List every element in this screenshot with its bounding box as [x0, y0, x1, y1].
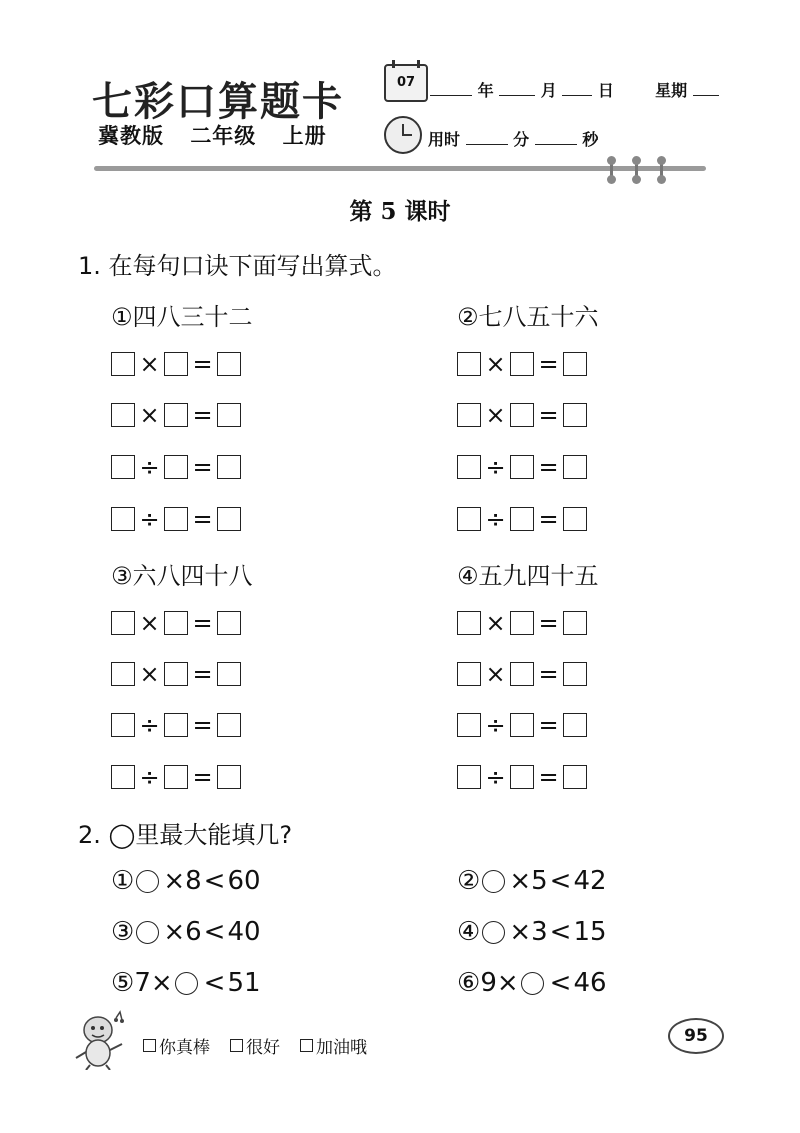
answer-box[interactable] [563, 455, 587, 479]
calendar-icon [384, 64, 428, 102]
item-suffix: ×5 [509, 866, 548, 896]
answer-box[interactable] [164, 352, 188, 376]
answer-box[interactable] [111, 662, 135, 686]
rating-label: 很好 [246, 1038, 280, 1058]
answer-box[interactable] [111, 455, 135, 479]
answer-box[interactable] [217, 662, 241, 686]
equals-sign: = [538, 609, 559, 637]
answer-box[interactable] [111, 611, 135, 635]
operator: ÷ [139, 763, 160, 791]
inequality-item [457, 968, 607, 998]
item-rhs: 51 [227, 968, 261, 998]
time-fields [428, 127, 598, 150]
time-prefix: 用时 [428, 130, 461, 149]
equation-row [111, 452, 241, 482]
answer-box[interactable] [563, 403, 587, 427]
equals-sign: = [192, 763, 213, 791]
answer-box[interactable] [217, 713, 241, 737]
answer-circle[interactable] [136, 870, 159, 893]
equation-row [111, 608, 241, 638]
edition-info [98, 120, 345, 150]
answer-box[interactable] [510, 352, 534, 376]
minute-blank[interactable] [466, 130, 508, 145]
item-rhs: 42 [573, 866, 607, 896]
inequality-item [111, 968, 261, 998]
answer-box[interactable] [563, 611, 587, 635]
weekday-blank[interactable] [693, 81, 719, 96]
answer-box[interactable] [217, 455, 241, 479]
rating-checkbox[interactable] [143, 1039, 156, 1052]
item-suffix: ×6 [163, 917, 202, 947]
less-than-sign: < [549, 917, 572, 947]
edition-grade: 二年级 [190, 124, 257, 148]
less-than-sign: < [203, 866, 226, 896]
date-fields [430, 78, 719, 101]
answer-box[interactable] [510, 507, 534, 531]
q1-group-3-label: ③六八四十八 [111, 562, 253, 590]
answer-box[interactable] [164, 455, 188, 479]
less-than-sign: < [549, 866, 572, 896]
answer-box[interactable] [457, 662, 481, 686]
operator: ÷ [139, 505, 160, 533]
rating-option[interactable] [143, 1033, 210, 1058]
equals-sign: = [192, 711, 213, 739]
equals-sign: = [538, 401, 559, 429]
operator: ÷ [139, 453, 160, 481]
answer-box[interactable] [457, 352, 481, 376]
answer-box[interactable] [164, 765, 188, 789]
answer-box[interactable] [457, 765, 481, 789]
year-label: 年 [477, 81, 494, 100]
answer-box[interactable] [457, 611, 481, 635]
equation-row [111, 710, 241, 740]
equals-sign: = [538, 505, 559, 533]
equals-sign: = [192, 453, 213, 481]
answer-box[interactable] [510, 662, 534, 686]
answer-box[interactable] [217, 403, 241, 427]
item-rhs: 46 [573, 968, 607, 998]
rating-checkbox[interactable] [230, 1039, 243, 1052]
q1-group-1-label: ①四八三十二 [111, 303, 253, 331]
equation-row [457, 349, 587, 379]
less-than-sign: < [203, 968, 226, 998]
day-label: 日 [597, 81, 614, 100]
mascot-icon [70, 1008, 130, 1070]
inequality-item [111, 866, 261, 896]
item-prefix: 9× [480, 968, 519, 998]
equals-sign: = [192, 505, 213, 533]
lesson-title: 第 5 课时 [349, 198, 451, 225]
year-blank[interactable] [430, 81, 472, 96]
item-number: ⑤ [111, 968, 135, 998]
answer-circle[interactable] [521, 972, 544, 995]
answer-box[interactable] [457, 713, 481, 737]
answer-box[interactable] [111, 713, 135, 737]
equals-sign: = [192, 660, 213, 688]
month-blank[interactable] [499, 81, 535, 96]
equals-sign: = [538, 453, 559, 481]
question-2-title: 2. ◯里最大能填几? [78, 821, 293, 849]
answer-box[interactable] [164, 662, 188, 686]
equals-sign: = [192, 401, 213, 429]
rating-label: 加油哦 [316, 1038, 367, 1058]
answer-box[interactable] [217, 611, 241, 635]
q1-group-4-label: ④五九四十五 [457, 562, 599, 590]
equation-row [111, 400, 241, 430]
answer-box[interactable] [457, 455, 481, 479]
answer-box[interactable] [510, 765, 534, 789]
answer-box[interactable] [111, 507, 135, 531]
answer-box[interactable] [510, 713, 534, 737]
answer-circle[interactable] [482, 870, 505, 893]
answer-box[interactable] [457, 507, 481, 531]
operator: ÷ [139, 711, 160, 739]
operator: ÷ [485, 711, 506, 739]
answer-circle[interactable] [482, 921, 505, 944]
equation-row [457, 710, 587, 740]
item-prefix: 7× [134, 968, 173, 998]
item-number: ② [457, 866, 481, 896]
equation-row [457, 400, 587, 430]
operator: ÷ [485, 505, 506, 533]
rating-checkbox[interactable] [300, 1039, 313, 1052]
answer-box[interactable] [217, 507, 241, 531]
answer-box[interactable] [563, 352, 587, 376]
equation-row [457, 608, 587, 638]
equation-row [111, 762, 241, 792]
item-rhs: 60 [227, 866, 261, 896]
operator: × [485, 660, 506, 688]
item-suffix: ×3 [509, 917, 548, 947]
answer-box[interactable] [164, 611, 188, 635]
binder-pins-icon [604, 158, 674, 184]
operator: × [485, 350, 506, 378]
equation-row [457, 762, 587, 792]
equals-sign: = [538, 350, 559, 378]
operator: ÷ [485, 763, 506, 791]
answer-box[interactable] [510, 611, 534, 635]
item-rhs: 15 [573, 917, 607, 947]
answer-circle[interactable] [175, 972, 198, 995]
item-suffix: ×8 [163, 866, 202, 896]
answer-box[interactable] [111, 403, 135, 427]
equation-row [111, 659, 241, 689]
answer-box[interactable] [217, 352, 241, 376]
equation-row [111, 349, 241, 379]
edition-publisher: 冀教版 [98, 124, 164, 148]
operator: × [485, 401, 506, 429]
rating-label: 你真棒 [159, 1038, 210, 1058]
inequality-item [457, 917, 607, 947]
minute-label: 分 [513, 130, 530, 149]
answer-circle[interactable] [136, 921, 159, 944]
answer-box[interactable] [510, 403, 534, 427]
edition-volume: 上册 [282, 124, 327, 148]
item-number: ⑥ [457, 968, 481, 998]
equation-row [457, 659, 587, 689]
inequality-item [457, 866, 607, 896]
operator: × [139, 350, 160, 378]
answer-box[interactable] [164, 713, 188, 737]
equation-row [457, 504, 587, 534]
answer-box[interactable] [217, 765, 241, 789]
less-than-sign: < [203, 917, 226, 947]
rating-option[interactable] [300, 1033, 367, 1058]
brand-title: 七彩口算题卡 [92, 78, 344, 125]
page-number: 95 [668, 1018, 724, 1054]
equals-sign: = [538, 660, 559, 688]
answer-box[interactable] [457, 403, 481, 427]
weekday-label: 星期 [655, 81, 688, 100]
equals-sign: = [538, 763, 559, 791]
item-rhs: 40 [227, 917, 261, 947]
inequality-item [111, 917, 261, 947]
month-label: 月 [540, 81, 557, 100]
equation-row [111, 504, 241, 534]
rating-option[interactable] [230, 1033, 280, 1058]
answer-box[interactable] [563, 507, 587, 531]
question-1-title: 1. 在每句口诀下面写出算式。 [78, 252, 397, 280]
answer-box[interactable] [164, 507, 188, 531]
item-number: ③ [111, 917, 135, 947]
clock-icon [384, 116, 422, 154]
operator: × [139, 660, 160, 688]
second-blank[interactable] [535, 130, 577, 145]
answer-box[interactable] [111, 352, 135, 376]
answer-box[interactable] [563, 662, 587, 686]
answer-box[interactable] [563, 765, 587, 789]
answer-box[interactable] [563, 713, 587, 737]
equals-sign: = [192, 609, 213, 637]
answer-box[interactable] [510, 455, 534, 479]
equation-row [457, 452, 587, 482]
operator: × [139, 401, 160, 429]
self-rating [143, 1033, 387, 1058]
equals-sign: = [538, 711, 559, 739]
item-number: ① [111, 866, 135, 896]
q1-group-2-label: ②七八五十六 [457, 303, 599, 331]
operator: ÷ [485, 453, 506, 481]
item-number: ④ [457, 917, 481, 947]
equals-sign: = [192, 350, 213, 378]
operator: × [139, 609, 160, 637]
calendar-number: 07 [396, 75, 416, 90]
operator: × [485, 609, 506, 637]
second-label: 秒 [582, 130, 599, 149]
day-blank[interactable] [562, 81, 592, 96]
answer-box[interactable] [111, 765, 135, 789]
less-than-sign: < [549, 968, 572, 998]
answer-box[interactable] [164, 403, 188, 427]
